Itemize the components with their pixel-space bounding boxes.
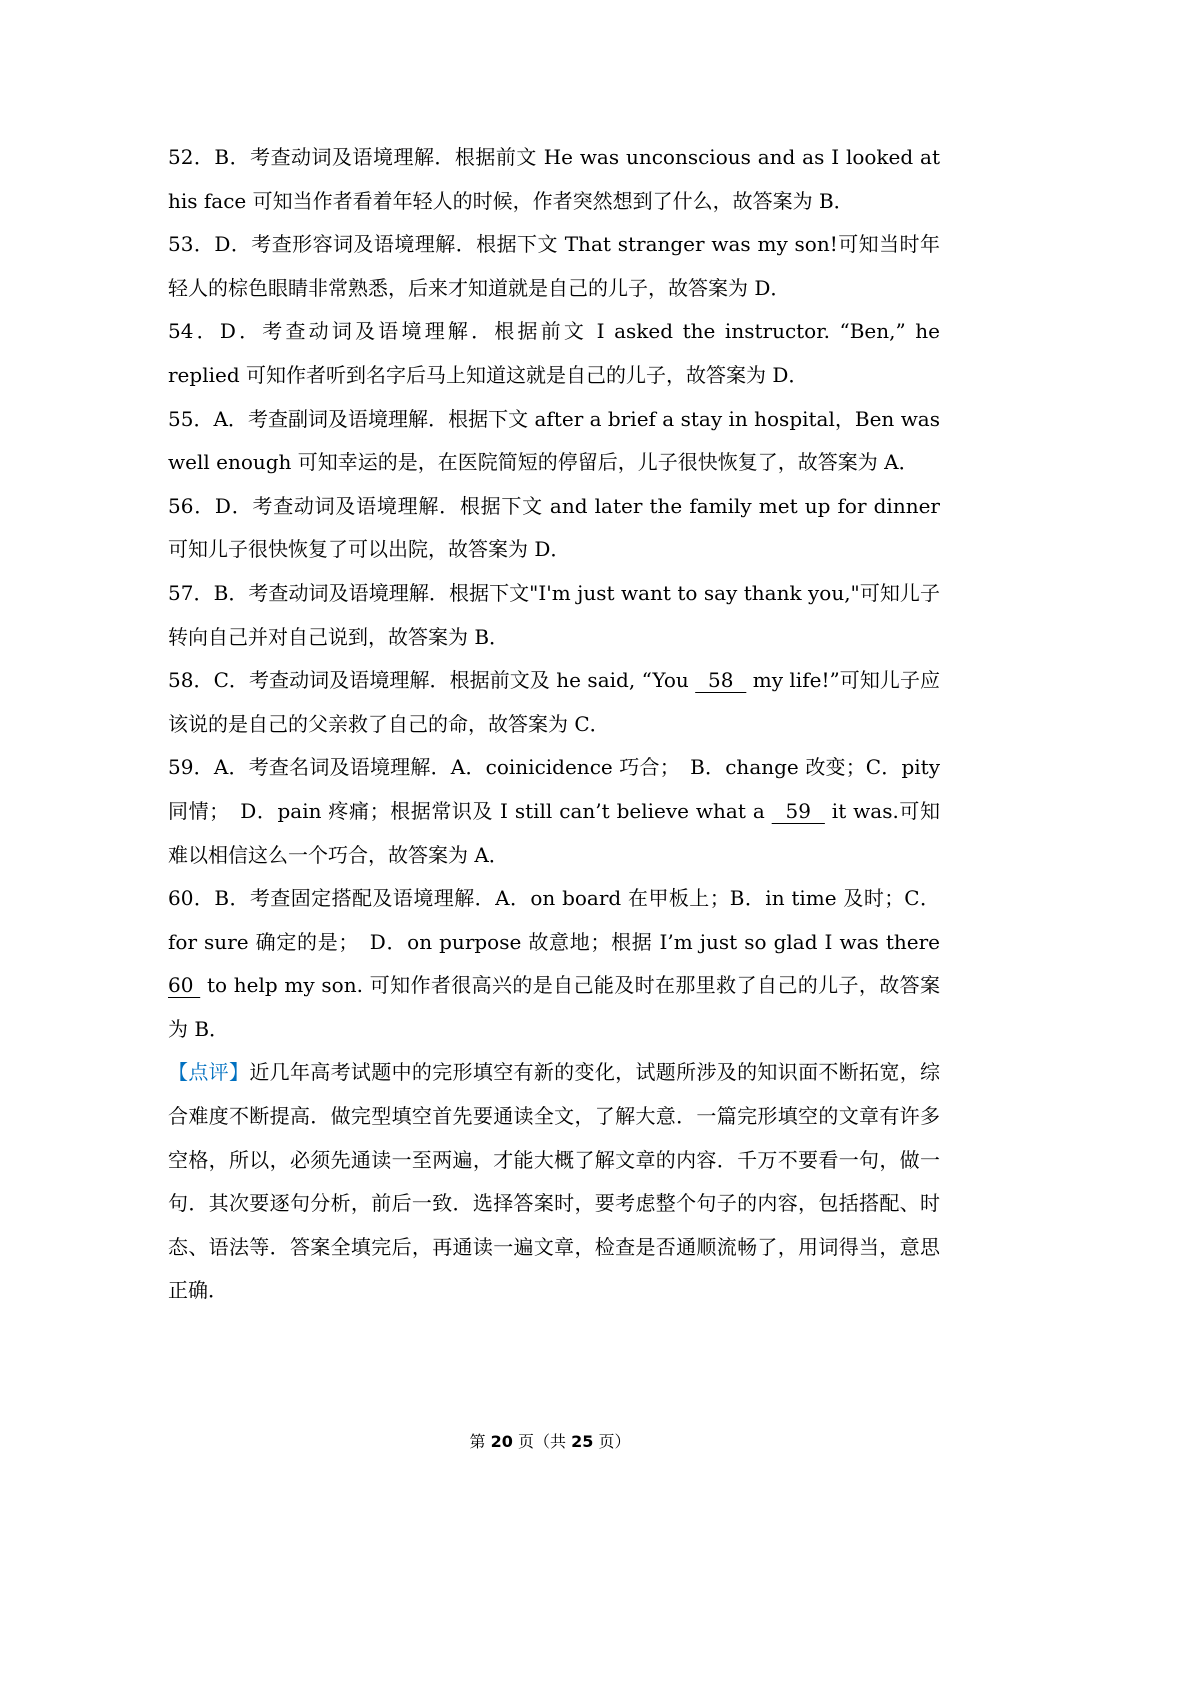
answer-54-text: 54．D．考查动词及语境理解．根据前文 I asked the instructor. “Ben,” he replied 可知作者听到名字后马上知道这就是自己的儿子，故答案为 D． <box>168 319 940 387</box>
answer-55-text: 55．A．考查副词及语境理解．根据下文 after a brief a stay in hospital，Ben was well enough 可知幸运的是，在医院简短的停留后，儿子很快恢复了，故答案为 A． <box>168 406 940 475</box>
answer-57 <box>168 572 940 659</box>
answer-56 <box>168 485 940 572</box>
answer-54 <box>168 310 940 397</box>
footer-page-number: 20 <box>490 1432 513 1451</box>
answer-59-text-before: 59．A．考查名词及语境理解．A．coinicidence 巧合； B．change 改变；C．pity 同情； D．pain 疼痛；根据常识及 I still can’t believe what a <box>168 755 940 823</box>
answer-60-text-after: to help my son. 可知作者很高兴的是自己能及时在那里救了自己的儿子，故答案为 B． <box>168 973 941 1041</box>
blank-58: 58 <box>695 668 747 693</box>
blank-60: 60 <box>168 973 201 998</box>
answer-60-text-before: 60．B．考查固定搭配及语境理解．A．on board 在甲板上；B．in time 及时；C．for sure 确定的是； D．on purpose 故意地；根据 I’m just so glad I was there <box>168 886 940 954</box>
answer-59-text-after: it was.可知难以相信这么一个巧合，故答案为 A． <box>168 798 940 867</box>
answer-59 <box>168 746 940 877</box>
blank-59: 59 <box>771 798 825 823</box>
comment-text: 近几年高考试题中的完形填空有新的变化，试题所涉及的知识面不断拓宽，综合难度不断提高．做完型填空首先要通读全文，了解大意．一篇完形填空的文章有许多空格，所以，必须先通读一至两遍，才能大概了解文章的内容．千万不要看一句，做一句．其次要逐句分析，前后一致．选择答案时，要考虑整个句子的内容，包括搭配、时态、语法等．答案全填完后，再通读一遍文章，检查是否通顺流畅了，用词得当，意思正确． <box>168 1060 941 1303</box>
footer-prefix: 第 <box>469 1432 486 1451</box>
comment-paragraph <box>168 1051 940 1313</box>
answer-57-text: 57．B．考查动词及语境理解．根据下文"I'm just want to say thank you,"可知儿子转向自己并对自己说到，故答案为 B． <box>168 580 940 649</box>
answer-58-text-after: my life!”可知儿子应该说的是自己的父亲救了自己的命，故答案为 C． <box>168 668 940 736</box>
answer-53-text: 53．D．考查形容词及语境理解．根据下文 That stranger was my son!可知当时年轻人的棕色眼睛非常熟悉，后来才知道就是自己的儿子，故答案为 D． <box>168 232 940 300</box>
answer-58-text-before: 58．C．考查动词及语境理解．根据前文及 he said, “You <box>168 668 696 693</box>
answer-53 <box>168 223 940 310</box>
answer-60 <box>168 877 940 1051</box>
answer-explanations <box>168 136 940 1313</box>
comment-tag: 【点评】 <box>168 1060 250 1085</box>
page-footer <box>0 1430 1100 1454</box>
answer-52-text: 52．B．考查动词及语境理解．根据前文 He was unconscious and as I looked at his face 可知当作者看着年轻人的时候，作者突然想到了什么，故答案为 B． <box>168 145 940 213</box>
footer-total-pages: 25 <box>571 1432 594 1451</box>
answer-56-text: 56．D．考查动词及语境理解．根据下文 and later the family met up for dinner 可知儿子很快恢复了可以出院，故答案为 D． <box>168 493 940 562</box>
footer-middle: 页（共 <box>517 1432 566 1451</box>
answer-58 <box>168 659 940 746</box>
answer-52 <box>168 136 940 223</box>
answer-55 <box>168 398 940 485</box>
footer-suffix: 页） <box>598 1432 631 1451</box>
